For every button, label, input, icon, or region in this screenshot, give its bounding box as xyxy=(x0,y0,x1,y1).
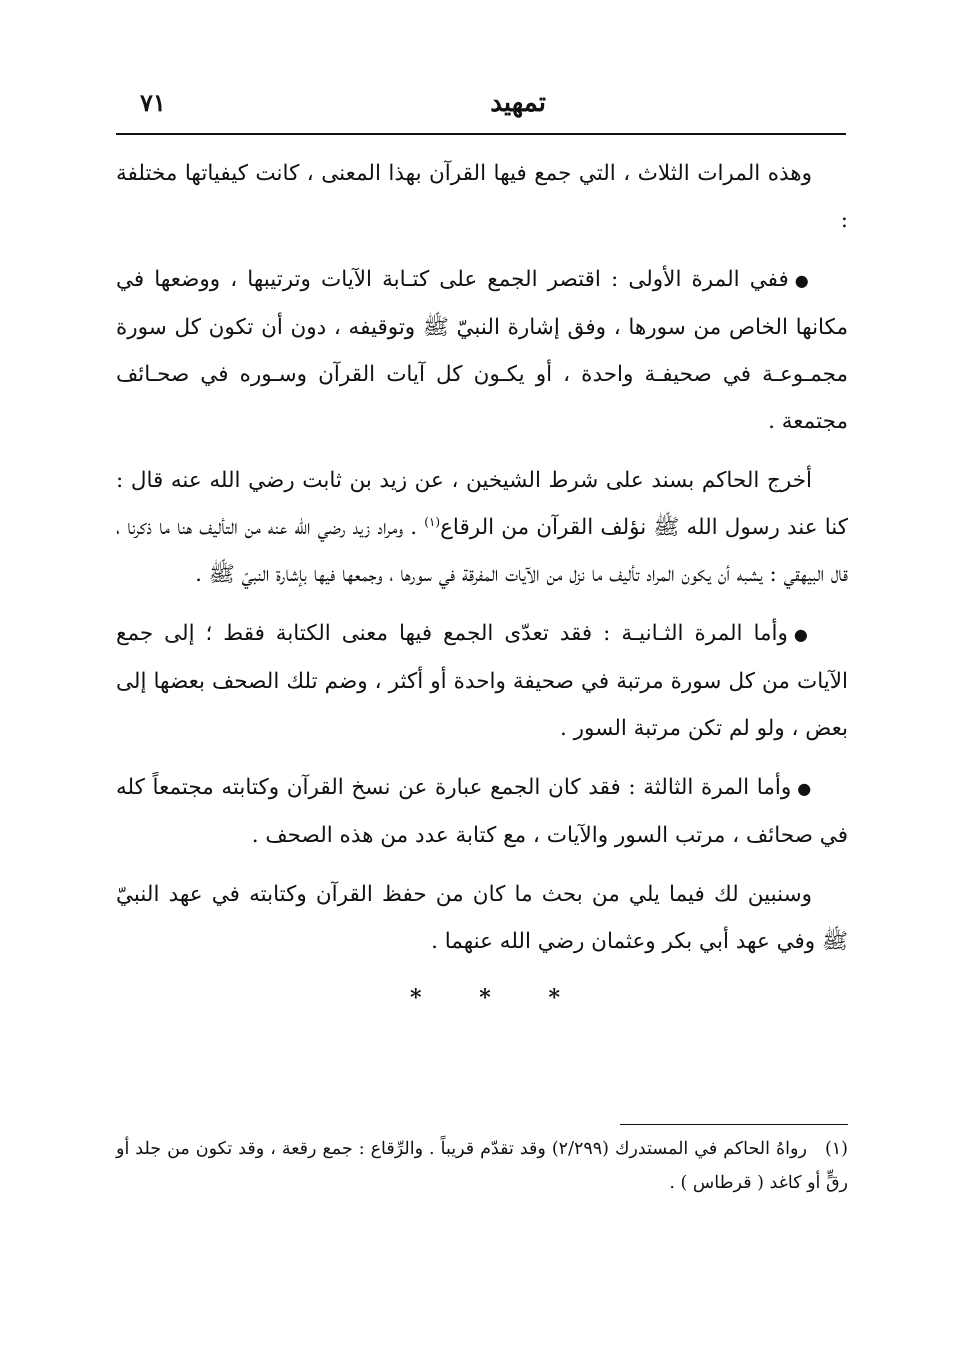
footnote-reference[interactable]: (١) xyxy=(424,514,441,529)
paragraph-text: وسنبين لك فيما يلي من بحث ما كان من حفظ القرآن وكتابته في عهد النبيّ ﷺ وفي عهد أبي بكر وعثمان رضي الله عنهما . xyxy=(116,882,848,954)
paragraph-first-stage xyxy=(116,256,848,445)
paragraph-text: ففي المرة الأولى : اقتصر الجمع على كتـابة الآيات وترتيبها ، ووضعها في مكانها الخاص من سورها ، وفق إشارة النبيّ ﷺ وتوقيفه ، دون أن تكون كل سورة مجمـوعـة في صحيفـة واحدة ، أو يكـون كل آيات القرآن وسـوره في صحـائف مجتمعة . xyxy=(116,267,848,434)
paragraph-text: وهذه المرات الثلاث ، التي جمع فيها القرآن بهذا المعنى ، كانت كيفياتها مختلفة : xyxy=(116,161,848,233)
section-separator xyxy=(410,985,560,1011)
bullet-dot: ● xyxy=(797,779,812,798)
footnote-divider xyxy=(620,1124,848,1125)
footnote xyxy=(116,1132,848,1200)
paragraph-conclusion xyxy=(116,871,848,965)
footnote-paragraph xyxy=(116,1132,848,1200)
paragraph-second-stage xyxy=(116,610,848,752)
paragraph-text-before: أخرج الحاكم بسند على شرط الشيخين ، عن زيد بن ثابت رضي الله عنه قال : كنا عند رسول الله ﷺ نؤلف القرآن من الرقاع xyxy=(116,468,848,540)
paragraph-third-stage xyxy=(116,764,848,859)
paragraph-hakim-narration xyxy=(116,457,848,598)
separator-star: * xyxy=(548,985,560,1011)
footnote-text: رواهُ الحاكم في المستدرك (٢/٢٩٩) وقد تقدّم قريباً . والرِّقاع : جمع رقعة ، وقد تكون من جلد أو رقٍّ أو كاغد ( قرطاس ) . xyxy=(116,1139,848,1193)
page-number: ٧١ xyxy=(140,88,166,117)
paragraph-intro xyxy=(116,150,848,244)
running-title: تمهيد xyxy=(490,88,546,118)
separator-star: * xyxy=(410,985,422,1011)
main-text xyxy=(116,150,848,977)
paragraph-text-after: . ومراد زيد رضي الله عنه من التأليف هنا ما ذكرنا ، قال البيهقي : يشبه أن يكون المراد تأليف ما نزل من الآيات المفرقة في سورها ، وجمعها فيها بإشارة النبيّ ﷺ . xyxy=(116,515,848,587)
header-divider xyxy=(116,133,846,135)
separator-star: * xyxy=(479,985,491,1011)
paragraph-text: وأما المرة الثـانيـة : فقد تعدّى الجمع فيها معنى الكتابة فقط ؛ إلى جمع الآيات من كل سورة مرتبة في صحيفة واحدة أو أكثر ، وضم تلك الصحف بعضها إلى بعض ، ولو لم تكن مرتبة السور . xyxy=(116,621,848,741)
bullet-dot: ● xyxy=(794,271,812,290)
paragraph-text: وأما المرة الثالثة : فقد كان الجمع عبارة عن نسخ القرآن وكتابته مجتمعاً كله في صحائف ، مرتب السور والآيات ، مع كتابة عدد من هذه الصحف . xyxy=(116,775,848,848)
footnote-number: (١) xyxy=(824,1139,848,1159)
bullet-dot: ● xyxy=(793,625,812,644)
page-header xyxy=(116,84,846,124)
